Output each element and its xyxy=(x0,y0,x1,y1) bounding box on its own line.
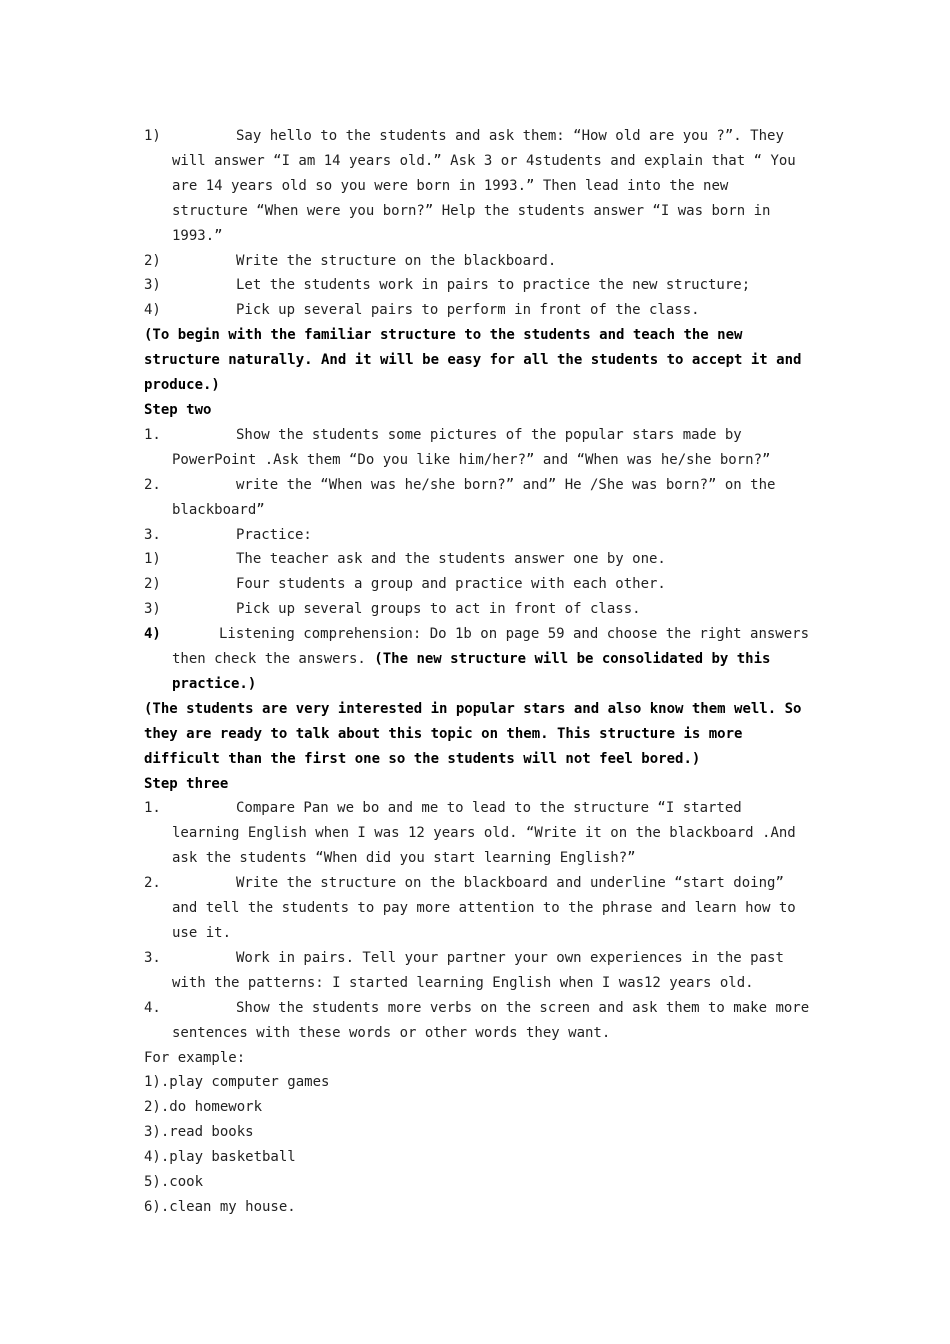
list-item xyxy=(144,871,810,946)
item-text: Show the students some pictures of the popular stars made by PowerPoint .Ask them “Do you like him/her?” and “When was he/she born?” xyxy=(172,426,771,468)
item-number: 3. xyxy=(144,526,161,543)
item-number: 4) xyxy=(144,626,161,643)
list-item xyxy=(144,249,810,274)
list-item xyxy=(144,622,810,697)
list-item xyxy=(144,547,810,572)
example-item: 6).clean my house. xyxy=(144,1198,296,1215)
example-item: 4).play basketball xyxy=(144,1149,296,1166)
item-text: Pick up several pairs to perform in front of the class. xyxy=(236,302,700,319)
list-item xyxy=(144,298,810,323)
example-item: 2).do homework xyxy=(144,1099,263,1116)
item-text: Practice: xyxy=(236,526,312,543)
item-text: The teacher ask and the students answer one by one. xyxy=(236,551,666,568)
item-text: Let the students work in pairs to practice the new structure; xyxy=(236,277,751,294)
item-text: Show the students more verbs on the screen and ask them to make more sentences with these words or other words they want. xyxy=(172,999,810,1041)
item-number: 3. xyxy=(144,949,161,966)
item-text: Listening comprehension: Do 1b on page 59 and choose the right answers then check the answers. xyxy=(172,626,810,668)
example-item: 5).cook xyxy=(144,1174,204,1191)
item-number: 3) xyxy=(144,277,161,294)
example-item: 1).play computer games xyxy=(144,1074,330,1091)
item-text: write the “When was he/she born?” and” He /She was born?” on the blackboard” xyxy=(172,476,776,518)
item-text: Say hello to the students and ask them: “How old are you ?”. They will answer “I am 14 years old.” Ask 3 or 4students and explain that “ You are 14 years old so you were born in 1993.” Then lead into the new structure “When were you born?” Help the students answer “I was born in 1993.” xyxy=(172,128,796,244)
item-number: 1. xyxy=(144,426,161,443)
item-text: Compare Pan we bo and me to lead to the structure “I started learning English when I was 12 years old. “Write it on the blackboard .And ask the students “When did you start learning English?” xyxy=(172,800,796,867)
item-number: 2) xyxy=(144,252,161,269)
example-label: For example: xyxy=(144,1049,246,1066)
item-text: Four students a group and practice with each other. xyxy=(236,576,666,593)
item-number: 2) xyxy=(144,576,161,593)
teaching-note: (To begin with the familiar structure to the students and teach the new structure naturally. And it will be easy for all the students to accept it and produce.) xyxy=(144,327,802,394)
item-number: 4. xyxy=(144,999,161,1016)
example-item: 3).read books xyxy=(144,1124,254,1141)
step-three-heading: Step three xyxy=(144,775,229,792)
item-number: 4) xyxy=(144,302,161,319)
item-number: 1) xyxy=(144,551,161,568)
list-item xyxy=(144,124,810,249)
item-text: Work in pairs. Tell your partner your own experiences in the past with the patterns: I started learning English when I was12 years old. xyxy=(172,949,784,991)
list-item xyxy=(144,473,810,523)
item-text: Write the structure on the blackboard. xyxy=(236,252,557,269)
item-text: Pick up several groups to act in front of class. xyxy=(236,601,641,618)
item-number: 3) xyxy=(144,601,161,618)
teaching-note: (The students are very interested in popular stars and also know them well. So they are ready to talk about this topic on them. This structure is more difficult than the first one so the students will not feel bored.) xyxy=(144,700,802,767)
item-number: 2. xyxy=(144,476,161,493)
list-item xyxy=(144,796,810,871)
list-item xyxy=(144,946,810,996)
list-item xyxy=(144,597,810,622)
item-note: (The new structure will be consolidated by this practice.) xyxy=(172,651,771,692)
list-item xyxy=(144,423,810,473)
list-item xyxy=(144,572,810,597)
item-text: Write the structure on the blackboard and underline “start doing” and tell the students to pay more attention to the phrase and learn how to use it. xyxy=(172,875,796,941)
list-item xyxy=(144,523,810,548)
item-number: 1) xyxy=(144,128,161,144)
step-two-heading: Step two xyxy=(144,401,212,418)
list-item xyxy=(144,996,810,1046)
list-item xyxy=(144,273,810,298)
item-number: 2. xyxy=(144,875,161,892)
item-number: 1. xyxy=(144,800,161,817)
